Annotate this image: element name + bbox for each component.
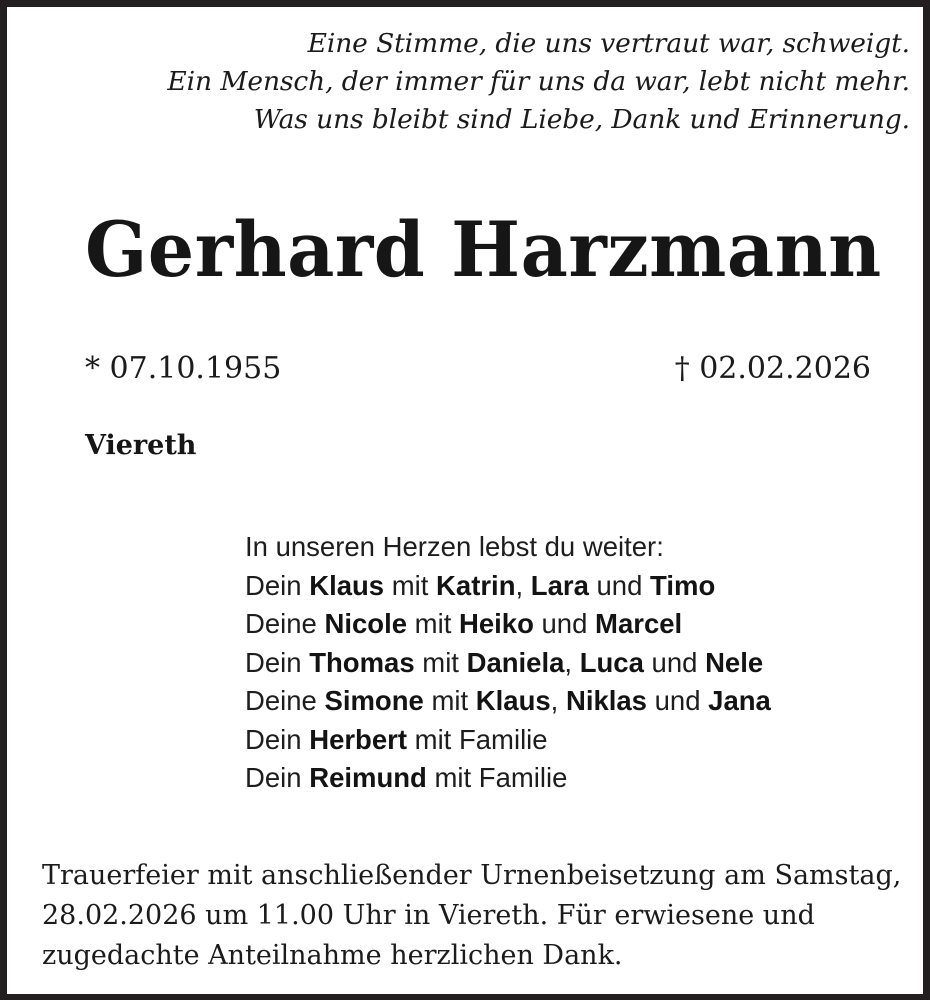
family-line: [245, 644, 903, 683]
funeral-line-3: zugedachte Anteilnahme herzlichen Dank.: [42, 940, 623, 971]
death-date: † 02.02.2026: [674, 351, 871, 386]
family-text: mit Familie: [407, 723, 548, 755]
family-text: Dein: [245, 569, 310, 601]
family-member-name: Simone: [324, 685, 424, 716]
epigraph-line-1: Eine Stimme, die uns vertraut war, schweigt.: [307, 28, 910, 59]
family-member-name: Nele: [705, 646, 764, 678]
family-text: ,: [564, 646, 580, 678]
family-line: [245, 567, 903, 606]
notice-inner: [7, 7, 923, 994]
family-member-name: Marcel: [595, 608, 683, 639]
family-line: [245, 759, 903, 798]
family-text: und: [646, 685, 709, 716]
funeral-details: [42, 856, 901, 976]
family-text: mit: [384, 569, 437, 601]
family-member-name: Niklas: [565, 685, 647, 716]
family-member-name: Nicole: [324, 608, 408, 639]
family-text: ,: [515, 569, 531, 601]
family-text: Deine: [245, 685, 325, 716]
family-line: [245, 721, 903, 760]
family-member-name: Luca: [579, 646, 644, 678]
family-text: mit Familie: [426, 762, 568, 793]
family-text: Dein: [245, 762, 310, 793]
family-text: Deine: [245, 608, 325, 639]
place-name: Viereth: [85, 430, 197, 461]
life-dates: [85, 347, 871, 391]
family-member-name: Thomas: [309, 646, 415, 678]
family-member-name: Jana: [708, 685, 771, 716]
family-member-name: Lara: [530, 569, 589, 601]
epigraph-line-3: Was uns bleibt sind Liebe, Dank und Erinnerung.: [253, 104, 910, 135]
funeral-line-1: Trauerfeier mit anschließender Urnenbeisetzung am Samstag,: [42, 860, 902, 891]
family-intro: In unseren Herzen lebst du weiter:: [245, 531, 664, 562]
family-text: Dein: [245, 646, 310, 678]
family-line: [245, 605, 903, 644]
family-member-name: Heiko: [458, 608, 534, 639]
family-text: und: [533, 608, 596, 639]
family-member-name: Katrin: [436, 569, 516, 601]
family-member-name: Herbert: [309, 723, 408, 755]
family-text: und: [643, 646, 706, 678]
family-text: mit: [407, 608, 459, 639]
funeral-line-2: 28.02.2026 um 11.00 Uhr in Viereth. Für erwiesene und: [42, 900, 815, 931]
epigraph: [37, 25, 910, 139]
deceased-name: Gerhard Harzmann: [85, 205, 882, 294]
family-text: mit: [414, 646, 467, 678]
family-member-name: Klaus: [475, 685, 551, 716]
family-block: [245, 528, 903, 798]
family-member-name: Reimund: [309, 762, 427, 793]
family-text: mit: [423, 685, 476, 716]
epigraph-line-2: Ein Mensch, der immer für uns da war, lebt nicht mehr.: [167, 66, 910, 97]
family-member-name: Timo: [650, 569, 716, 601]
birth-date: * 07.10.1955: [85, 351, 282, 386]
family-text: ,: [550, 685, 566, 716]
family-line: [245, 682, 903, 721]
family-member-name: Daniela: [466, 646, 565, 678]
family-text: und: [588, 569, 651, 601]
family-text: Dein: [245, 723, 310, 755]
family-member-name: Klaus: [309, 569, 385, 601]
